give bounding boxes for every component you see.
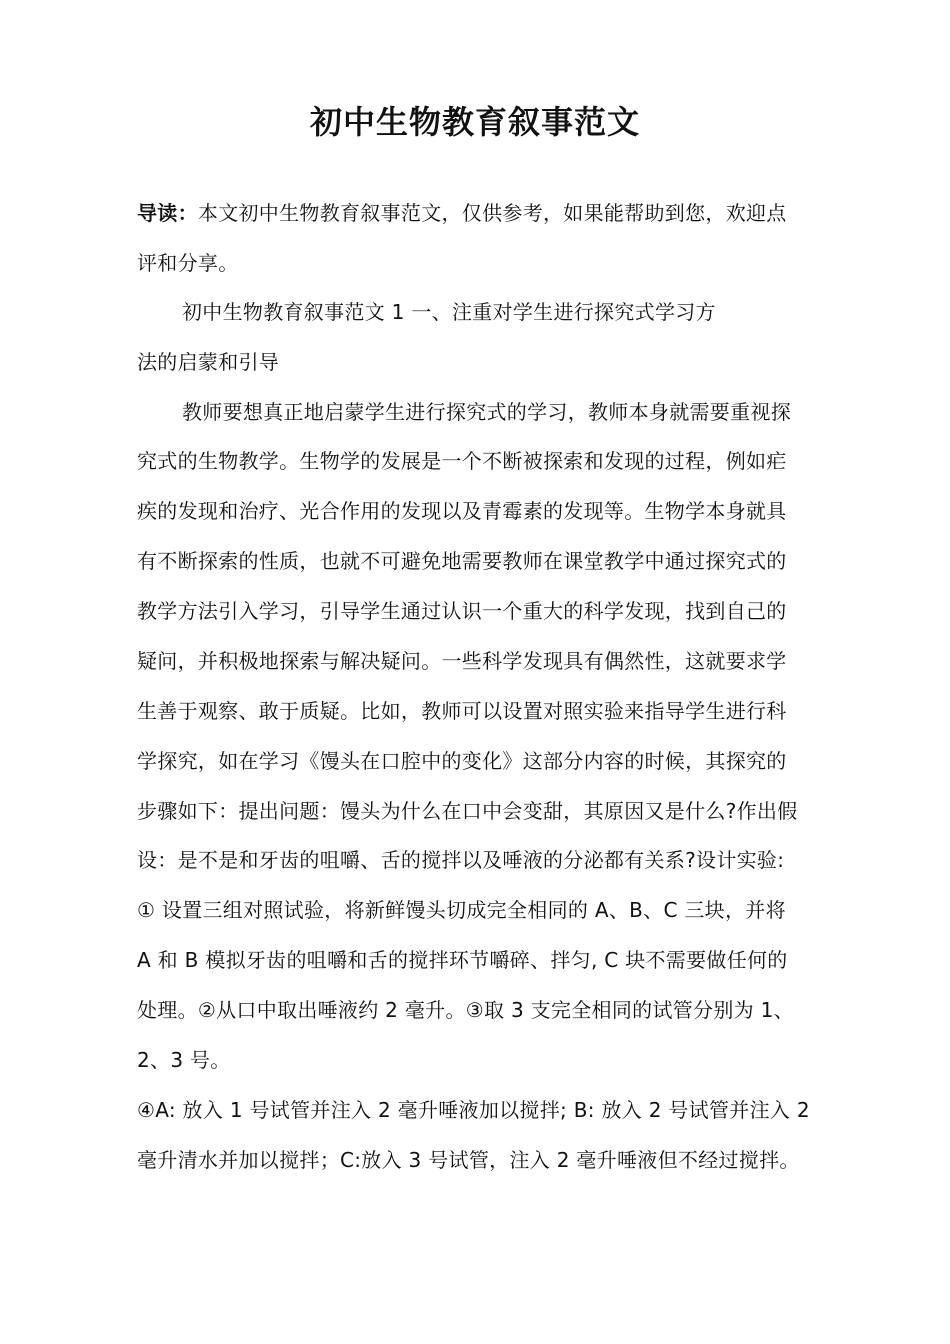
paragraph-line: A 和 B 模拟牙齿的咀嚼和舌的搅拌环节嚼碎、拌匀, C 块不需要做任何的 bbox=[137, 948, 788, 972]
paragraph-line: 教学方法引入学习，引导学生通过认识一个重大的科学发现，找到自己的 bbox=[137, 599, 787, 623]
paragraph-line: 毫升清水并加以搅拌；C:放入 3 号试管，注入 2 毫升唾液但不经过搅拌。 bbox=[137, 1148, 800, 1172]
lead-label: 导读： bbox=[137, 201, 198, 225]
section-heading-line-1: 初中生物教育叙事范文 1 一、注重对学生进行探究式学习方 bbox=[182, 300, 716, 324]
lead-text: 本文初中生物教育叙事范文，仅供参考，如果能帮助到您，欢迎点 bbox=[197, 201, 787, 225]
paragraph-line: 2、3 号。 bbox=[137, 1048, 231, 1072]
section-heading-line-2: 法的启蒙和引导 bbox=[137, 350, 280, 374]
paragraph-line: 疾的发现和治疗、光合作用的发现以及青霉素的发现等。生物学本身就具 bbox=[137, 499, 787, 523]
page-title: 初中生物教育叙事范文 bbox=[309, 103, 640, 141]
paragraph-line: 生善于观察、敢于质疑。比如，教师可以设置对照实验来指导学生进行科 bbox=[137, 699, 787, 723]
paragraph-line: 教师要想真正地启蒙学生进行探究式的学习，教师本身就需要重视探 bbox=[182, 400, 791, 424]
paragraph-line: 究式的生物教学。生物学的发展是一个不断被探索和发现的过程，例如疟 bbox=[137, 449, 787, 473]
lead-line-2: 评和分享。 bbox=[137, 251, 239, 275]
lead-line-1 bbox=[137, 198, 787, 228]
paragraph-line: 步骤如下：提出问题：馒头为什么在口中会变甜，其原因又是什么?作出假 bbox=[137, 799, 798, 823]
paragraph-line: 学探究，如在学习《馒头在口腔中的变化》这部分内容的时候，其探究的 bbox=[137, 749, 787, 773]
paragraph-line: 有不断探索的性质，也就不可避免地需要教师在课堂教学中通过探究式的 bbox=[137, 549, 787, 573]
paragraph-line: 设：是不是和牙齿的咀嚼、舌的搅拌以及唾液的分泌都有关系?设计实验: bbox=[137, 848, 785, 872]
paragraph-line: 处理。②从口中取出唾液约 2 毫升。③取 3 支完全相同的试管分别为 1、 bbox=[137, 998, 794, 1022]
paragraph-line: 疑问，并积极地探索与解决疑问。一些科学发现具有偶然性，这就要求学 bbox=[137, 649, 787, 673]
paragraph-line: ④A: 放入 1 号试管并注入 2 毫升唾液加以搅拌; B: 放入 2 号试管并注入 2 bbox=[137, 1098, 810, 1122]
paragraph-line: ① 设置三组对照试验，将新鲜馒头切成完全相同的 A、B、C 三块，并将 bbox=[137, 898, 786, 922]
